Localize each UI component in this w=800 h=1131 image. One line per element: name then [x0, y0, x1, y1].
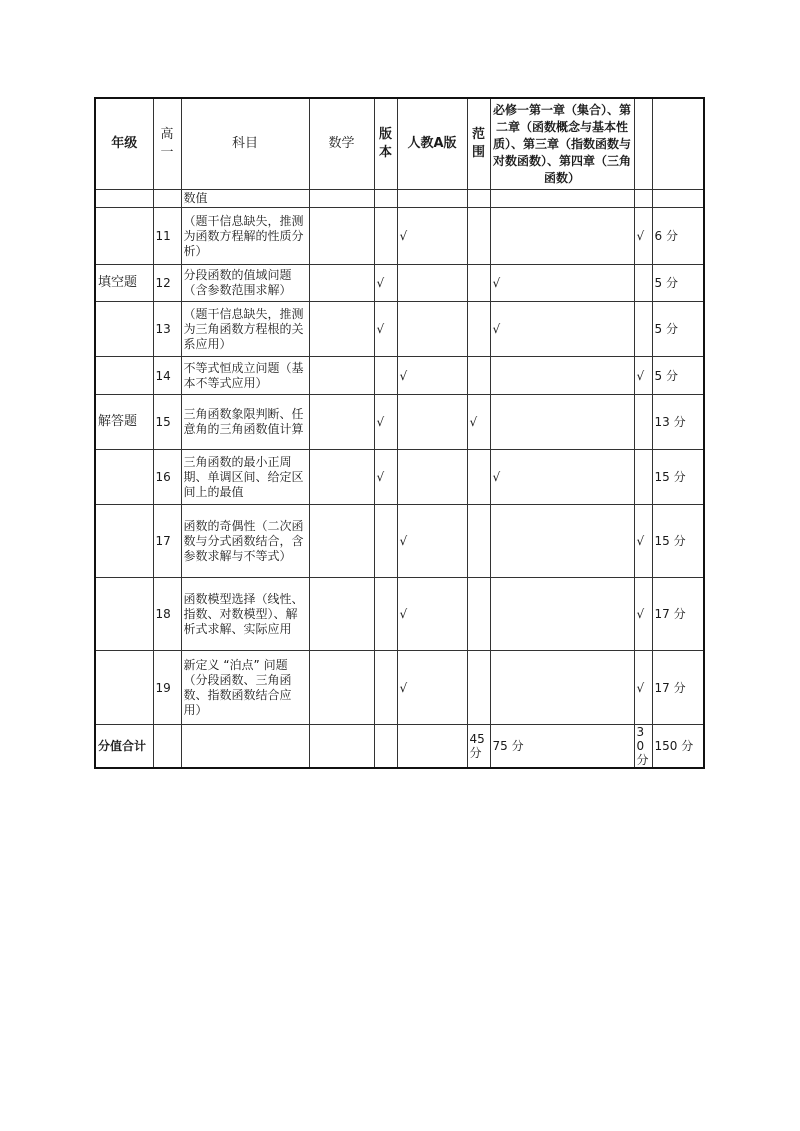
question-description: 三角函数象限判断、任意角的三角函数值计算: [181, 395, 309, 450]
mark-cell: √: [490, 450, 634, 505]
category-cell: [95, 651, 153, 725]
score-cell: 17 分: [652, 578, 704, 651]
mark-cell: √: [374, 395, 397, 450]
scope-value: 必修一第一章（集合）、第二章（函数概念与基本性质）、第三章（指数函数与对数函数）、第四章（三角函数）: [490, 98, 634, 190]
table-row: [95, 190, 704, 208]
mark-cell: [467, 450, 490, 505]
category-cell: [95, 578, 153, 651]
edition-value: 人教A版: [397, 98, 467, 190]
subject-cell: [309, 651, 374, 725]
question-number: [153, 190, 181, 208]
category-cell: [95, 450, 153, 505]
mark-cell: [374, 357, 397, 395]
score-cell: 5 分: [652, 265, 704, 302]
mark-cell: √: [634, 208, 652, 265]
mark-cell: √: [374, 302, 397, 357]
subject-cell: [309, 395, 374, 450]
subtotal-c: 30分: [634, 725, 652, 769]
question-description: （题干信息缺失，推测为三角函数方程根的关系应用）: [181, 302, 309, 357]
question-number: 17: [153, 505, 181, 578]
question-description: 数值: [181, 190, 309, 208]
question-number: 18: [153, 578, 181, 651]
subject-label: 科目: [181, 98, 309, 190]
mark-cell: [397, 190, 467, 208]
subject-cell: [309, 450, 374, 505]
mark-cell: [397, 265, 467, 302]
subject-cell: [309, 578, 374, 651]
question-number: 13: [153, 302, 181, 357]
scope-label: 范围: [467, 98, 490, 190]
table-row: [95, 357, 704, 395]
mark-cell: [467, 190, 490, 208]
subject-cell: [309, 302, 374, 357]
header-row: [95, 98, 704, 190]
subtotal-b: 75 分: [490, 725, 634, 769]
mark-cell: [374, 208, 397, 265]
question-description: 函数的奇偶性（二次函数与分式函数结合，含参数求解与不等式）: [181, 505, 309, 578]
mark-cell: √: [634, 651, 652, 725]
question-description: 分段函数的值域问题（含参数范围求解）: [181, 265, 309, 302]
question-description: 函数模型选择（线性、指数、对数模型）、解析式求解、实际应用: [181, 578, 309, 651]
mark-cell: √: [397, 357, 467, 395]
mark-cell: √: [467, 395, 490, 450]
header-blank-cell: [652, 98, 704, 190]
subject-cell: [309, 505, 374, 578]
grand-total: 150 分: [652, 725, 704, 769]
mark-cell: [374, 190, 397, 208]
mark-cell: √: [374, 265, 397, 302]
mark-cell: [490, 578, 634, 651]
mark-cell: [634, 450, 652, 505]
category-cell: 填空题: [95, 265, 153, 302]
category-cell: [95, 357, 153, 395]
question-number: 16: [153, 450, 181, 505]
mark-cell: [634, 190, 652, 208]
mark-cell: [374, 651, 397, 725]
score-cell: 17 分: [652, 651, 704, 725]
mark-cell: [397, 395, 467, 450]
mark-cell: √: [397, 651, 467, 725]
question-number: 11: [153, 208, 181, 265]
question-number: 19: [153, 651, 181, 725]
question-description: 新定义 “泊点” 问题（分段函数、三角函数、指数函数结合应用）: [181, 651, 309, 725]
header-blank-cell: [634, 98, 652, 190]
mark-cell: [397, 302, 467, 357]
mark-cell: [467, 651, 490, 725]
total-blank-cell: [153, 725, 181, 769]
grade-label: 年级: [95, 98, 153, 190]
table-row: [95, 208, 704, 265]
mark-cell: [490, 357, 634, 395]
score-cell: 6 分: [652, 208, 704, 265]
mark-cell: [490, 190, 634, 208]
total-blank-cell: [181, 725, 309, 769]
total-label: 分值合计: [95, 725, 153, 769]
mark-cell: √: [634, 357, 652, 395]
mark-cell: √: [397, 578, 467, 651]
subject-cell: [309, 190, 374, 208]
mark-cell: √: [634, 505, 652, 578]
subject-cell: [309, 357, 374, 395]
mark-cell: [374, 505, 397, 578]
grade-value: 高一: [153, 98, 181, 190]
mark-cell: [634, 302, 652, 357]
mark-cell: [490, 395, 634, 450]
mark-cell: √: [634, 578, 652, 651]
mark-cell: [490, 208, 634, 265]
mark-cell: [490, 651, 634, 725]
category-cell: [95, 190, 153, 208]
mark-cell: [467, 505, 490, 578]
total-blank-cell: [309, 725, 374, 769]
subject-cell: [309, 208, 374, 265]
subject-value: 数学: [309, 98, 374, 190]
category-cell: 解答题: [95, 395, 153, 450]
edition-label: 版本: [374, 98, 397, 190]
question-description: （题干信息缺失，推测为函数方程解的性质分析）: [181, 208, 309, 265]
mark-cell: [467, 578, 490, 651]
table-row: [95, 578, 704, 651]
question-number: 12: [153, 265, 181, 302]
mark-cell: [374, 578, 397, 651]
mark-cell: [634, 395, 652, 450]
mark-cell: √: [374, 450, 397, 505]
mark-cell: [467, 265, 490, 302]
total-blank-cell: [397, 725, 467, 769]
table-row: [95, 505, 704, 578]
score-cell: [652, 190, 704, 208]
question-number: 14: [153, 357, 181, 395]
category-cell: [95, 208, 153, 265]
mark-cell: √: [397, 208, 467, 265]
exam-spec-table: [94, 97, 705, 769]
table-row: [95, 450, 704, 505]
mark-cell: [467, 208, 490, 265]
question-description: 三角函数的最小正周期、单调区间、给定区间上的最值: [181, 450, 309, 505]
score-cell: 15 分: [652, 450, 704, 505]
question-description: 不等式恒成立问题（基本不等式应用）: [181, 357, 309, 395]
total-row: [95, 725, 704, 769]
mark-cell: [467, 302, 490, 357]
table-row: [95, 395, 704, 450]
score-cell: 15 分: [652, 505, 704, 578]
mark-cell: √: [490, 302, 634, 357]
score-cell: 5 分: [652, 302, 704, 357]
table-row: [95, 302, 704, 357]
category-cell: [95, 505, 153, 578]
mark-cell: √: [397, 505, 467, 578]
subject-cell: [309, 265, 374, 302]
table-row: [95, 265, 704, 302]
score-cell: 5 分: [652, 357, 704, 395]
subtotal-a: 45分: [467, 725, 490, 769]
mark-cell: √: [490, 265, 634, 302]
mark-cell: [490, 505, 634, 578]
score-cell: 13 分: [652, 395, 704, 450]
table-row: [95, 651, 704, 725]
mark-cell: [634, 265, 652, 302]
question-number: 15: [153, 395, 181, 450]
mark-cell: [397, 450, 467, 505]
mark-cell: [467, 357, 490, 395]
category-cell: [95, 302, 153, 357]
total-blank-cell: [374, 725, 397, 769]
